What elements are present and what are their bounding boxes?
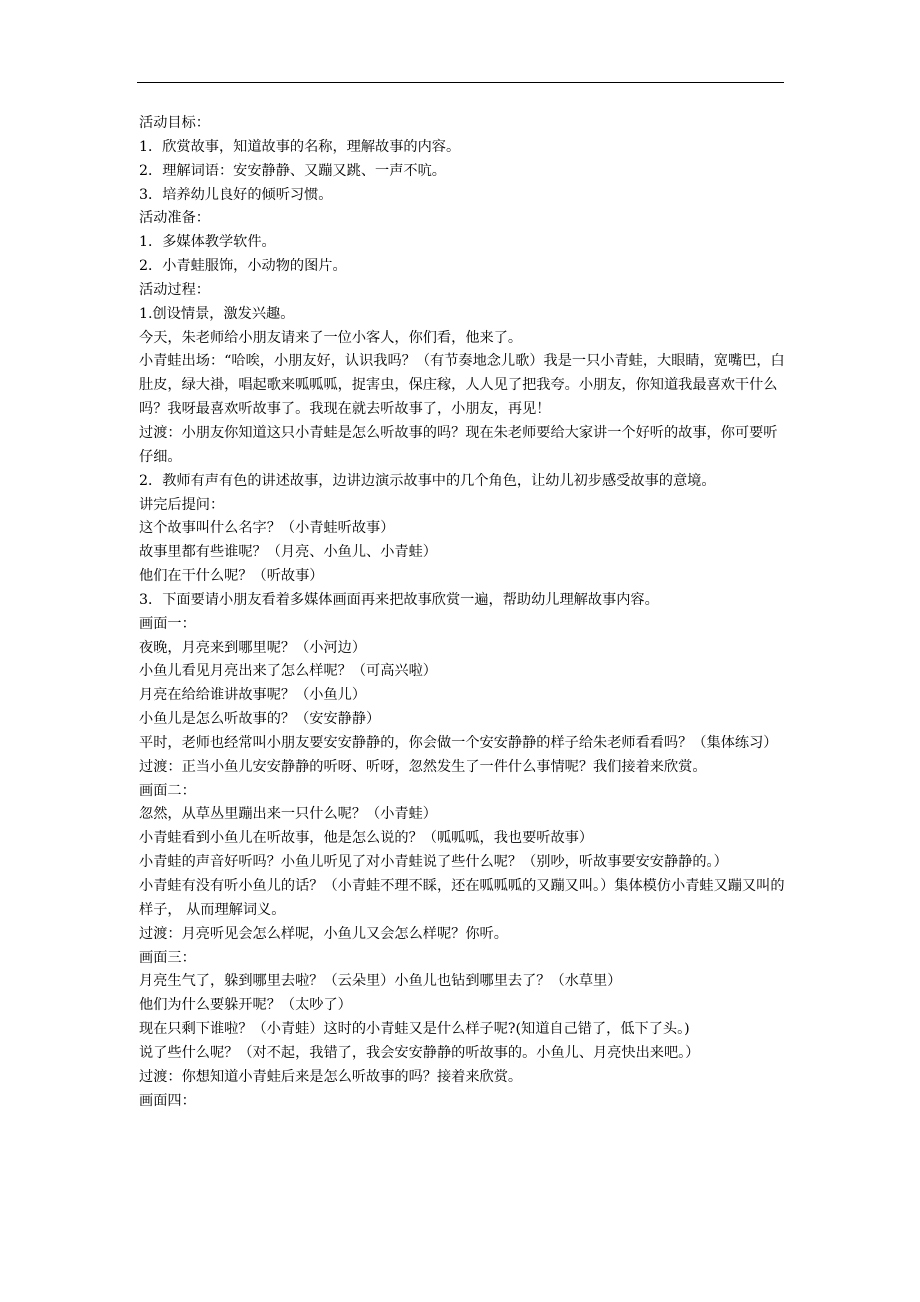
document-body — [139, 112, 787, 1113]
paragraph: 1.创设情景，激发兴趣。 — [139, 305, 295, 322]
paragraph: 忽然，从草丛里蹦出来一只什么呢？（小青蛙） — [139, 806, 437, 823]
paragraph: 月亮生气了，躲到哪里去啦？（云朵里）小鱼儿也钻到哪里去了？（水草里） — [139, 973, 622, 990]
paragraph: 小鱼儿是怎么听故事的？（安安静静） — [139, 711, 381, 728]
paragraph: 3．下面要请小朋友看着多媒体画面再来把故事欣赏一遍，帮助幼儿理解故事内容。 — [139, 591, 659, 608]
paragraph: 小青蛙看到小鱼儿在听故事，他是怎么说的？（呱呱呱，我也要听故事） — [139, 830, 594, 847]
paragraph: 月亮在给给谁讲故事呢？（小鱼儿） — [139, 687, 367, 704]
paragraph: 1．欣赏故事，知道故事的名称，理解故事的内容。 — [139, 138, 461, 155]
paragraph: 2．理解词语：安安静静、又蹦又跳、一声不吭。 — [139, 162, 446, 179]
paragraph: 讲完后提问： — [139, 496, 225, 513]
paragraph: 说了些什么呢？（对不起，我错了，我会安安静静的听故事的。小鱼儿、月亮快出来吧。） — [139, 1044, 700, 1061]
paragraph: 他们在干什么呢？（听故事） — [139, 568, 324, 585]
section-heading-process: 活动过程： — [139, 281, 210, 298]
paragraph: 1．多媒体教学软件。 — [139, 234, 276, 251]
paragraph: 小青蛙出场：“哈唉，小朋友好，认识我吗？（有节奏地念儿歌）我是一只小青蛙，大眼睛，宽嘴巴，白肚皮，绿大褂，唱起歌来呱呱呱，捉害虫，保庄稼，人人见了把我夸。小朋友，你知道我最喜欢干什么吗？我呀最喜欢听故事了。我现在就去听故事了，小朋友，再见！ — [139, 353, 785, 418]
scene-heading-2: 画面二： — [139, 782, 196, 799]
paragraph: 过渡：月亮听见会怎么样呢，小鱼儿又会怎么样呢？你听。 — [139, 925, 508, 942]
paragraph: 过渡：正当小鱼儿安安静静的听呀、听呀，忽然发生了一件什么事情呢？我们接着来欣赏。 — [139, 758, 707, 775]
scene-heading-1: 画面一： — [139, 615, 196, 632]
paragraph: 平时，老师也经常叫小朋友要安安静静的，你会做一个安安静静的样子给朱老师看看吗？（集体练习） — [139, 734, 778, 751]
paragraph: 今天，朱老师给小朋友请来了一位小客人，你们看，他来了。 — [139, 329, 523, 346]
paragraph: 小青蛙有没有听小鱼儿的话？（小青蛙不理不睬，还在呱呱呱的又蹦又叫。）集体模仿小青蛙又蹦又叫的样子， 从而理解词义。 — [139, 878, 785, 918]
paragraph: 夜晚，月亮来到哪里呢？（小河边） — [139, 639, 367, 656]
paragraph: 过渡：你想知道小青蛙后来是怎么听故事的吗？接着来欣赏。 — [139, 1068, 523, 1085]
section-heading-goals: 活动目标： — [139, 115, 210, 131]
section-heading-preparation: 活动准备： — [139, 210, 210, 227]
paragraph: 2．小青蛙服饰，小动物的图片。 — [139, 258, 347, 275]
paragraph: 现在只剩下谁啦？（小青蛙）这时的小青蛙又是什么样子呢?(知道自己错了，低下了头。) — [139, 1021, 690, 1038]
paragraph: 过渡：小朋友你知道这只小青蛙是怎么听故事的吗？现在朱老师要给大家讲一个好听的故事，你可要听仔细。 — [139, 424, 778, 465]
paragraph: 这个故事叫什么名字？（小青蛙听故事） — [139, 520, 395, 537]
scene-heading-4: 画面四： — [139, 1092, 196, 1109]
paragraph: 3．培养幼儿良好的倾听习惯。 — [139, 186, 333, 203]
paragraph: 2．教师有声有色的讲述故事，边讲边演示故事中的几个角色，让幼儿初步感受故事的意境。 — [139, 472, 716, 489]
paragraph: 他们为什么要躲开呢？（太吵了） — [139, 997, 352, 1014]
paragraph: 小青蛙的声音好听吗？小鱼儿听见了对小青蛙说了些什么呢？（别吵，听故事要安安静静的。） — [139, 854, 728, 871]
header-rule — [137, 82, 784, 83]
paragraph: 故事里都有些谁呢？（月亮、小鱼儿、小青蛙） — [139, 544, 437, 561]
paragraph: 小鱼儿看见月亮出来了怎么样呢？（可高兴啦） — [139, 663, 437, 680]
scene-heading-3: 画面三： — [139, 949, 196, 966]
